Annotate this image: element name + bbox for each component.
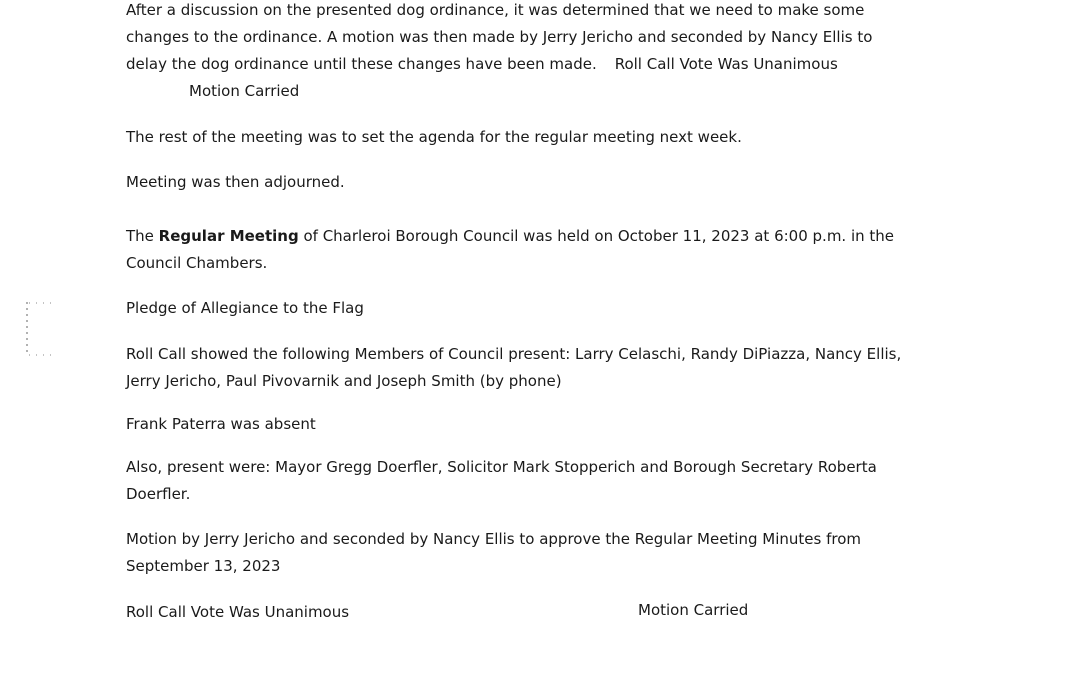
absent-paragraph: Frank Paterra was absent (126, 415, 316, 433)
paragraph-line: Roll Call showed the following Members of Council present: Larry Celaschi, Randy DiPiazza, Nancy Ellis, (126, 345, 902, 363)
paragraph-line: After a discussion on the presented dog ordinance, it was determined that we need to make some (126, 1, 865, 19)
paragraph-line-with-vote (126, 51, 966, 78)
also-present-paragraph (126, 454, 966, 508)
paragraph-line: September 13, 2023 (126, 557, 281, 575)
paragraph-line: Motion by Jerry Jericho and seconded by Nancy Ellis to approve the Regular Meeting Minutes from (126, 530, 861, 548)
paragraph-line (126, 223, 966, 250)
paragraph-text: The (126, 227, 159, 245)
paragraph-line: Doerfler. (126, 485, 191, 503)
motion-carried-text: Motion Carried (189, 82, 300, 100)
paragraph-line: Also, present were: Mayor Gregg Doerfler, Solicitor Mark Stopperich and Borough Secretary Roberta (126, 458, 877, 476)
minutes-motion-paragraph (126, 526, 966, 580)
regular-meeting-paragraph (126, 223, 966, 277)
paragraph-line: Jerry Jericho, Paul Pivovarnik and Joseph Smith (by phone) (126, 372, 562, 390)
adjourned-paragraph: Meeting was then adjourned. (126, 173, 345, 191)
roll-call-paragraph (126, 341, 966, 395)
dog-ordinance-paragraph (126, 0, 966, 105)
paragraph-line: Council Chambers. (126, 254, 268, 272)
paragraph-line: delay the dog ordinance until these changes have been made. (126, 55, 597, 73)
paragraph-text: of Charleroi Borough Council was held on October 11, 2023 at 6:00 p.m. in the (298, 227, 895, 245)
regular-meeting-heading: Regular Meeting (158, 227, 299, 245)
paragraph-line: changes to the ordinance. A motion was then made by Jerry Jericho and seconded by Nancy Ellis to (126, 28, 873, 46)
scan-edge-mark (25, 300, 53, 358)
final-motion-carried: Motion Carried (638, 601, 749, 619)
final-vote-paragraph (126, 599, 966, 626)
vote-result-text: Roll Call Vote Was Unanimous (126, 603, 350, 621)
pledge-paragraph: Pledge of Allegiance to the Flag (126, 299, 364, 317)
vote-result-text: Roll Call Vote Was Unanimous (614, 55, 838, 73)
agenda-paragraph: The rest of the meeting was to set the agenda for the regular meeting next week. (126, 128, 742, 146)
